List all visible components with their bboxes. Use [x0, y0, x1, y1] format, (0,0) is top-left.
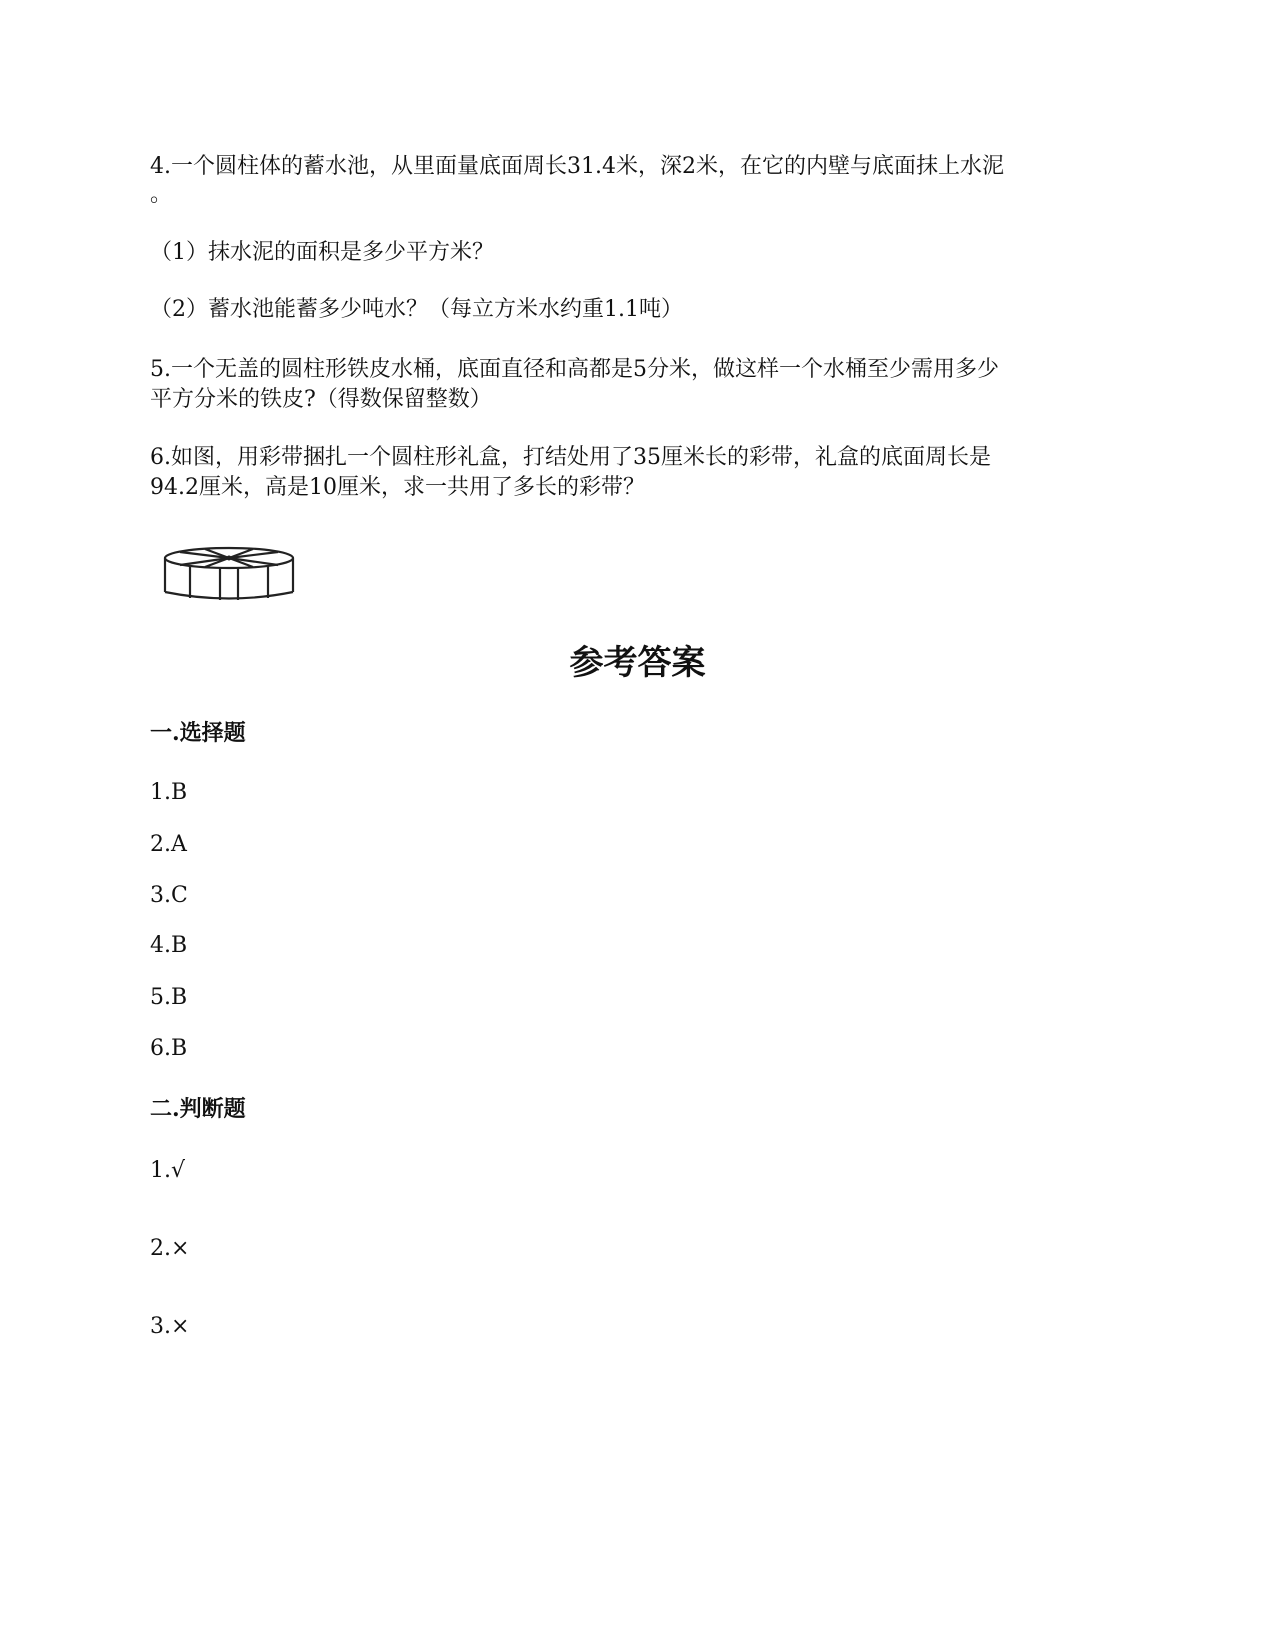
answer-choice-5: 5.B [150, 985, 188, 1010]
question-4-sub-2: （2）蓄水池能蓄多少吨水？（每立方米水约重1.1吨） [150, 297, 683, 322]
question-4-line-1: 4.一个圆柱体的蓄水池，从里面量底面周长31.4米，深2米，在它的内壁与底面抹上水泥 [150, 154, 1004, 179]
answer-choice-6: 6.B [150, 1036, 188, 1061]
answers-title: 参考答案 [569, 643, 706, 683]
question-4-sub-1: （1）抹水泥的面积是多少平方米？ [150, 240, 494, 265]
question-6-line-2: 94.2厘米，高是10厘米，求一共用了多长的彩带？ [150, 475, 645, 500]
answer-choice-1: 1.B [150, 780, 188, 805]
question-5-line-1: 5.一个无盖的圆柱形铁皮水桶，底面直径和高都是5分米，做这样一个水桶至少需用多少 [150, 357, 999, 382]
question-4-line-2: 。 [150, 182, 173, 207]
section-choice-title: 一.选择题 [150, 720, 246, 746]
answer-judge-3: 3.× [150, 1314, 190, 1339]
answer-choice-4: 4.B [150, 933, 188, 958]
question-5-line-2: 平方分米的铁皮?（得数保留整数） [150, 387, 492, 412]
question-6-line-1: 6.如图，用彩带捆扎一个圆柱形礼盒，打结处用了35厘米长的彩带，礼盒的底面周长是 [150, 445, 991, 470]
answer-judge-1: 1.√ [150, 1158, 186, 1183]
answer-choice-2: 2.A [150, 832, 187, 857]
answer-judge-2: 2.× [150, 1236, 190, 1261]
cylinder-gift-box-icon [160, 543, 298, 605]
answer-choice-3: 3.C [150, 883, 188, 908]
section-judge-title: 二.判断题 [150, 1096, 246, 1122]
